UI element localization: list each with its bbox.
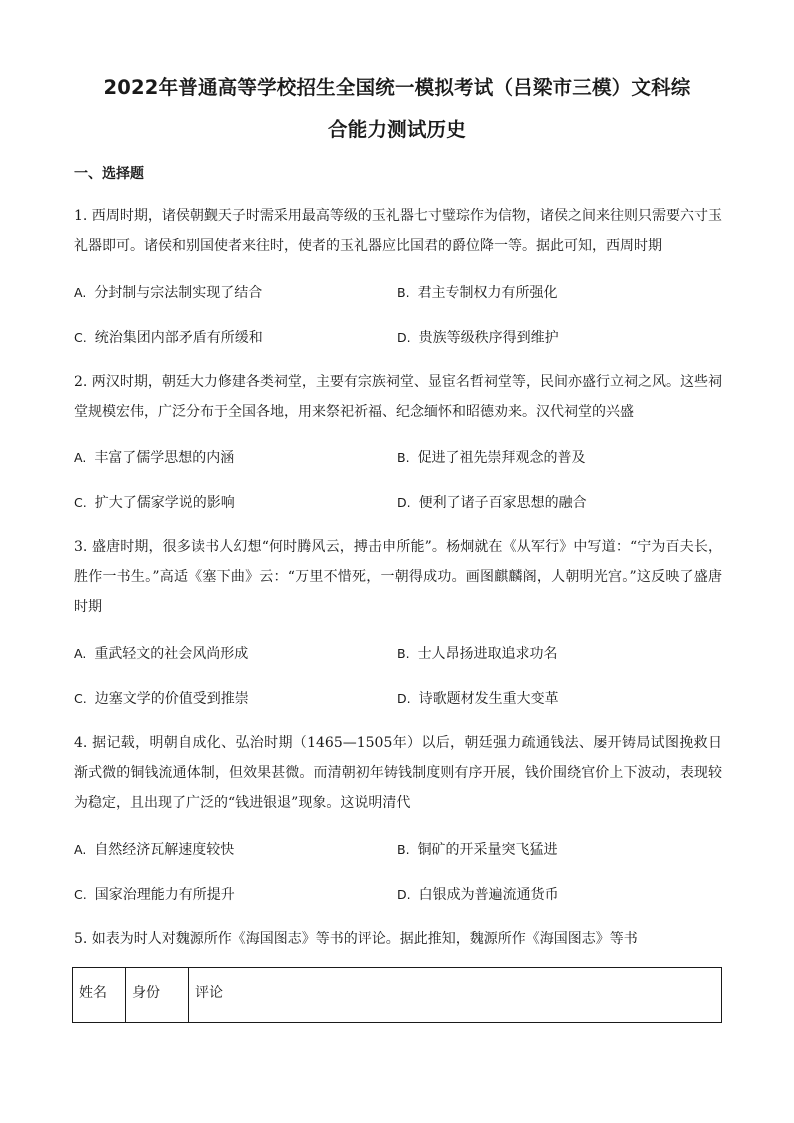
option-letter: A. [74, 842, 87, 857]
option-text: 重武轻文的社会风尚形成 [94, 646, 249, 662]
question-3-stem: 3. 盛唐时期，很多读书人幻想“何时腾风云，搏击申所能”。杨炯就在《从军行》中写道：“宁为百夫长，胜作一书生。”高适《塞下曲》云：“万里不惜死，一朝得成功。画图麒麟阁，人朝明光宫。”这反映了盛唐时期 [74, 539, 722, 615]
question-5-stem: 5. 如表为时人对魏源所作《海国图志》等书的评论。据此推知，魏源所作《海国图志》等书 [74, 931, 638, 947]
question-1-stem: 1. 西周时期，诸侯朝觐天子时需采用最高等级的玉礼器七寸璧琮作为信物，诸侯之间来往则只需要六寸玉礼器即可。诸侯和别国使者来往时，使者的玉礼器应比国君的爵位降一等。据此可知，西周时期 [74, 208, 722, 254]
question-2-stem: 2. 两汉时期，朝廷大力修建各类祠堂，主要有宗族祠堂、显宦名哲祠堂等，民间亦盛行立祠之风。这些祠堂规模宏伟，广泛分布于全国各地，用来祭祀祈福、纪念缅怀和昭德劝来。汉代祠堂的兴盛 [74, 374, 722, 420]
section-heading: 一、选择题 [74, 166, 144, 182]
q3-option-a [74, 644, 248, 664]
table-header-name: 姓名 [73, 968, 126, 1023]
option-text: 扩大了儒家学说的影响 [94, 495, 235, 511]
option-letter: D. [397, 691, 411, 706]
option-letter: A. [74, 450, 87, 465]
option-text: 铜矿的开采量突飞猛进 [417, 842, 558, 858]
q2-option-a [74, 448, 234, 468]
q1-option-a [74, 283, 262, 303]
exam-title-line2-visible: 合能力测试历史 [328, 118, 466, 141]
option-letter: A. [74, 646, 87, 661]
q3-option-d [397, 689, 559, 709]
option-text: 国家治理能力有所提升 [94, 887, 235, 903]
option-letter: B. [397, 646, 410, 661]
q1-option-d [397, 328, 559, 348]
option-letter: D. [397, 330, 411, 345]
option-text: 丰富了儒学思想的内涵 [94, 450, 235, 466]
option-text: 贵族等级秩序得到维护 [418, 330, 559, 346]
q4-option-c [74, 885, 235, 905]
option-letter: D. [397, 495, 411, 510]
option-text: 分封制与宗法制实现了结合 [94, 285, 263, 301]
q4-option-b [397, 840, 558, 860]
option-letter: B. [397, 450, 410, 465]
option-text: 白银成为普遍流通货币 [418, 887, 559, 903]
q3-option-c [74, 689, 249, 709]
option-text: 统治集团内部矛盾有所缓和 [94, 330, 263, 346]
table-header-identity: 身份 [126, 968, 189, 1023]
q1-option-c [74, 328, 263, 348]
option-text: 士人昂扬进取追求功名 [417, 646, 558, 662]
q4-option-d [397, 885, 559, 905]
comment-table [72, 967, 722, 1023]
option-text: 边塞文学的价值受到推崇 [94, 691, 249, 707]
option-text: 便利了诸子百家思想的融合 [418, 495, 587, 511]
option-letter: C. [74, 887, 87, 902]
option-letter: A. [74, 285, 87, 300]
q2-option-c [74, 493, 235, 513]
option-letter: D. [397, 887, 411, 902]
exam-title-line1: 2022年普通高等学校招生全国统一模拟考试（吕梁市三模）文科综 [103, 76, 691, 99]
q2-option-b [397, 448, 586, 468]
table-header-comment: 评论 [189, 968, 722, 1023]
q3-option-b [397, 644, 558, 664]
option-text: 君主专制权力有所强化 [417, 285, 558, 301]
q1-option-b [397, 283, 558, 303]
option-text: 诗歌题材发生重大变革 [418, 691, 559, 707]
option-letter: C. [74, 495, 87, 510]
option-letter: C. [74, 330, 87, 345]
option-text: 自然经济瓦解速度较快 [94, 842, 235, 858]
option-text: 促进了祖先崇拜观念的普及 [417, 450, 586, 466]
option-letter: B. [397, 285, 410, 300]
q4-option-a [74, 840, 234, 860]
q2-option-d [397, 493, 587, 513]
option-letter: C. [74, 691, 87, 706]
table-header-row [73, 968, 722, 1023]
question-4-stem: 4. 据记载，明朝自成化、弘治时期（1465—1505年）以后，朝廷强力疏通钱法、屡开铸局试图挽救日渐式微的铜钱流通体制，但效果甚微。而清朝初年铸钱制度则有序开展，钱价围绕官价上下波动，表现较为稳定，且出现了广泛的“钱进银退”现象。这说明清代 [74, 735, 722, 811]
option-letter: B. [397, 842, 410, 857]
